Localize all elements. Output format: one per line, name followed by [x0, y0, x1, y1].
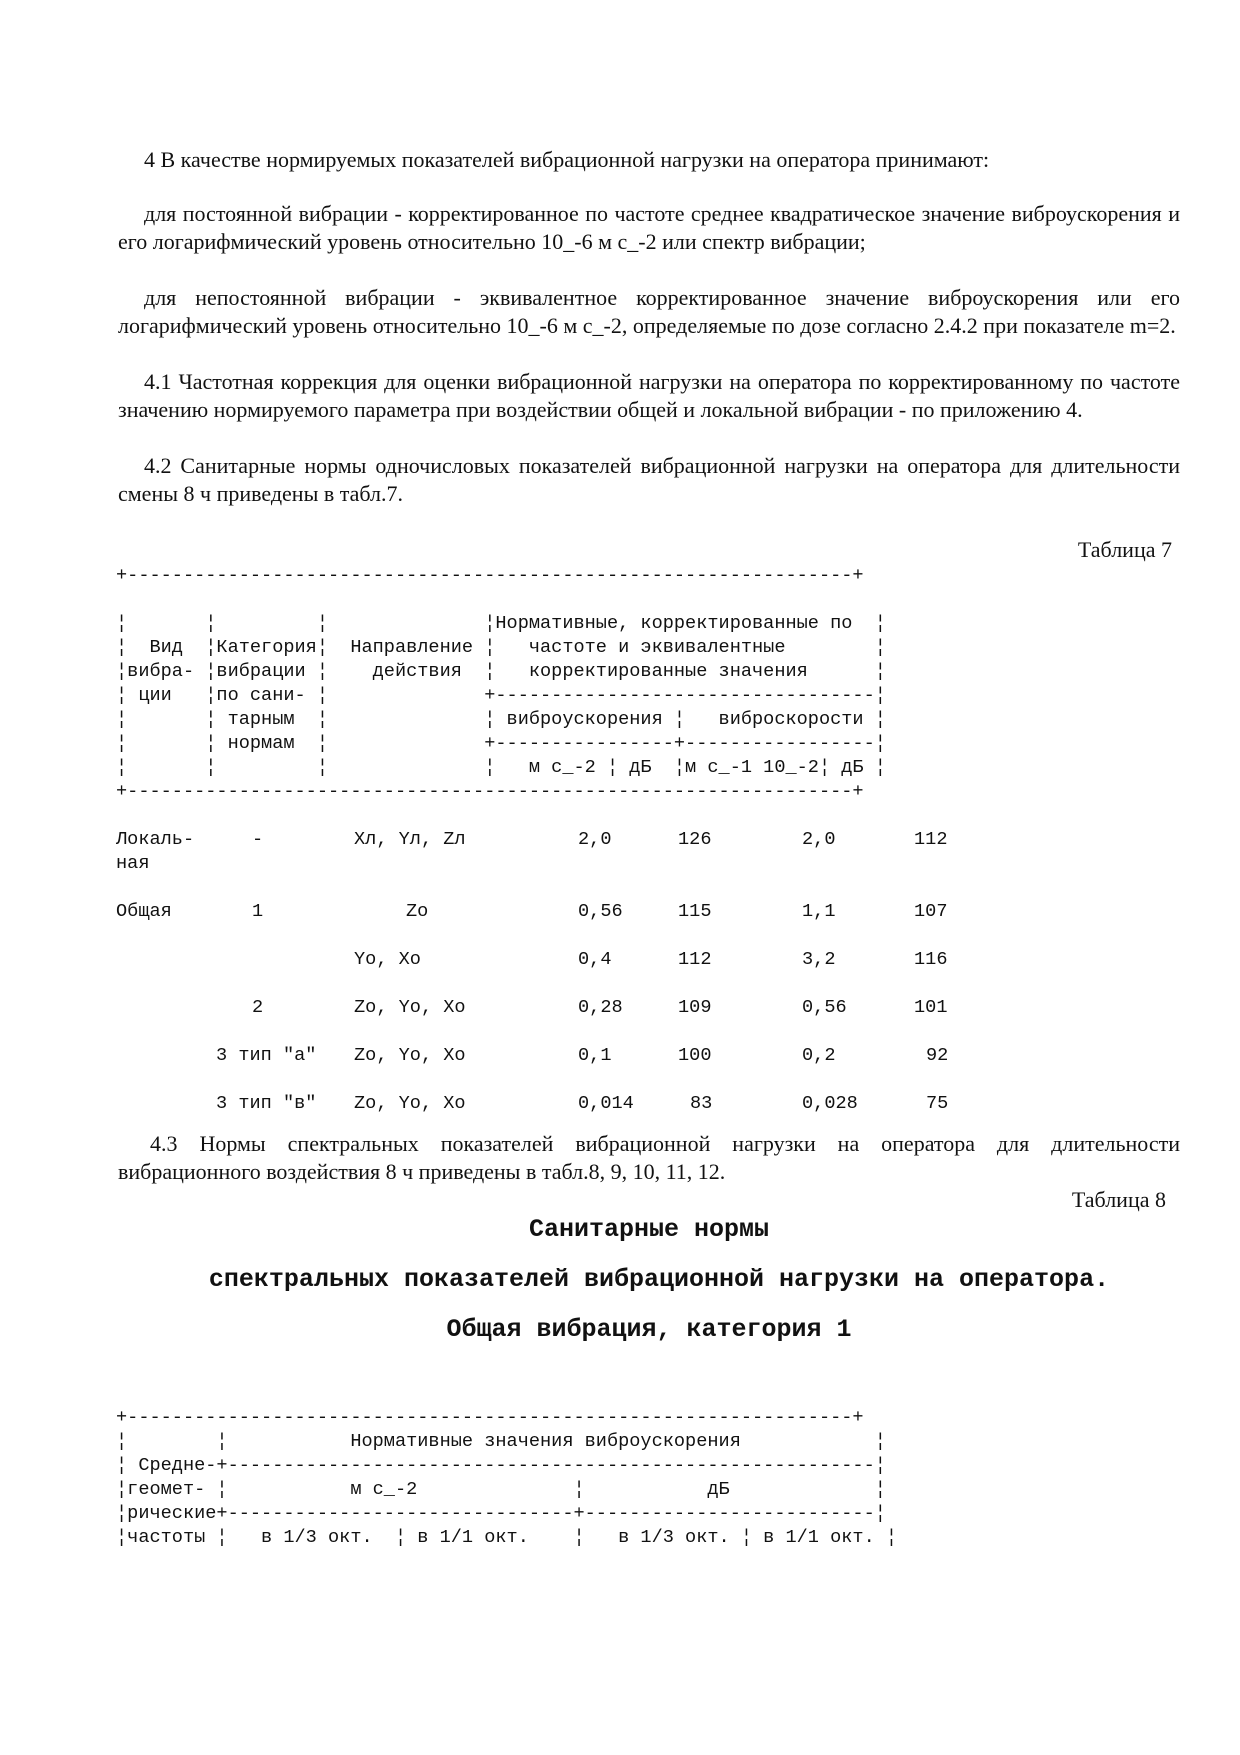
table-row: [116, 948, 1180, 972]
cell-velocity: 0,2: [802, 1045, 836, 1066]
cell-accel: 0,1: [578, 1045, 612, 1066]
cell-velocity-db: 92: [926, 1045, 949, 1066]
table-row: [116, 924, 1180, 948]
table-row: [116, 996, 1180, 1020]
cell-category: 3 тип "в": [216, 1093, 317, 1114]
paragraph-4: 4 В качестве нормируемых показателей вибрационной нагрузки на оператора принимают:: [144, 147, 990, 172]
cell-accel: 0,4: [578, 949, 612, 970]
table7-header: +-----------------------------------------------------------------+ ¦ ¦ ¦ ¦Нормативные, корректированные по ¦ ¦ Вид ¦Категория¦ Направление ¦ частоте и эквивалентные ¦ ¦вибра- ¦вибрации ¦ действия ¦ корректированные значения ¦ ¦ ции ¦по сани- ¦ +----------------------------------¦ ¦ ¦ тарным ¦ ¦ виброускорения ¦ виброскорости ¦ ¦ ¦ нормам ¦ +----------------+-----------------¦ ¦ ¦ ¦ ¦ м с_-2 ¦ дБ ¦м с_-1 10_-2¦ дБ ¦ +-----------------------------------------------------------------+: [116, 565, 886, 802]
cell-category: -: [252, 829, 264, 850]
table7-caption: Таблица 7: [1077, 537, 1172, 562]
cell-direction: Хл, Yл, Zл: [354, 829, 466, 850]
table-row: [116, 1020, 1180, 1044]
cell-velocity: 0,56: [802, 997, 847, 1018]
document-page: [118, 146, 1180, 1550]
table-row: [116, 1044, 1180, 1068]
table8: [116, 1406, 1180, 1550]
table-row: [116, 876, 1180, 900]
paragraph-nonconstant-vibration: для непостоянной вибрации - эквивалентное корректированное значение виброускорения или его логарифмический уровень относительно 10_-6 м с_-2, определяемые по дозе согласно 2.4.2 при показателе m=2.: [118, 285, 1180, 338]
cell-accel: 0,56: [578, 901, 623, 922]
table-row: [116, 852, 1180, 876]
table-row: [116, 1068, 1180, 1092]
cell-category: 3 тип "а": [216, 1045, 317, 1066]
table-row: [116, 828, 1180, 852]
cell-accel-db: 109: [678, 997, 712, 1018]
cell-velocity: 0,028: [802, 1093, 858, 1114]
cell-velocity-db: 116: [914, 949, 948, 970]
cell-category: 2: [252, 997, 264, 1018]
cell-category: 1: [252, 901, 264, 922]
table-row: [116, 1092, 1180, 1116]
cell-accel-db: 83: [690, 1093, 713, 1114]
table8-title: Санитарные нормы: [528, 1215, 770, 1244]
cell-direction: Zо, Yо, Хо: [354, 1045, 466, 1066]
paragraph-4-3: 4.3 Нормы спектральных показателей вибрационной нагрузки на оператора для длительности вибрационного воздействия 8 ч приведены в табл.8, 9, 10, 11, 12.: [118, 1131, 1180, 1184]
cell-accel-db: 100: [678, 1045, 712, 1066]
cell-accel: 2,0: [578, 829, 612, 850]
table7: [116, 564, 1180, 1116]
table8-caption: Таблица 8: [1071, 1187, 1166, 1212]
table8-subtitle: спектральных показателей вибрационной нагрузки на оператора.: [208, 1265, 1110, 1294]
cell-direction: Zо, Yо, Хо: [354, 997, 466, 1018]
cell-accel-db: 126: [678, 829, 712, 850]
cell-accel: 0,28: [578, 997, 623, 1018]
cell-vid: ная: [116, 853, 150, 874]
cell-direction: Yо, Хо: [354, 949, 421, 970]
cell-velocity: 2,0: [802, 829, 836, 850]
table8-header: +-----------------------------------------------------------------+ ¦ ¦ Нормативные значения виброускорения ¦ ¦ Средне-+----------------------------------------------------------¦ ¦геомет- ¦ м с_-2 ¦ дБ ¦ ¦рические+-------------------------------+--------------------------¦ ¦частоты ¦ в 1/3 окт. ¦ в 1/1 окт. ¦ в 1/3 окт. ¦ в 1/1 окт. ¦: [116, 1407, 898, 1548]
table7-body: [116, 828, 1180, 1116]
paragraph-4-1: 4.1 Частотная коррекция для оценки вибрационной нагрузки на оператора по корректированному по частоте значению нормируемого параметра при воздействии общей и локальной вибрации - по приложению 4.: [118, 369, 1180, 422]
cell-accel-db: 115: [678, 901, 712, 922]
cell-accel-db: 112: [678, 949, 712, 970]
cell-vid: Локаль-: [116, 829, 195, 850]
cell-accel: 0,014: [578, 1093, 634, 1114]
cell-velocity: 1,1: [802, 901, 836, 922]
paragraph-constant-vibration: для постоянной вибрации - корректированное по частоте среднее квадратическое значение виброускорения и его логарифмический уровень относительно 10_-6 м с_-2 или спектр вибрации;: [118, 201, 1180, 254]
paragraph-4-2: 4.2 Санитарные нормы одночисловых показателей вибрационной нагрузки на оператора для длительности смены 8 ч приведены в табл.7.: [118, 453, 1180, 506]
cell-direction: Zо: [406, 901, 429, 922]
cell-direction: Zо, Yо, Хо: [354, 1093, 466, 1114]
cell-velocity: 3,2: [802, 949, 836, 970]
table-row: [116, 972, 1180, 996]
cell-velocity-db: 112: [914, 829, 948, 850]
table8-category-heading: Общая вибрация, категория 1: [446, 1315, 852, 1344]
cell-velocity-db: 101: [914, 997, 948, 1018]
table-row: [116, 900, 1180, 924]
cell-vid: Общая: [116, 901, 172, 922]
cell-velocity-db: 75: [926, 1093, 949, 1114]
cell-velocity-db: 107: [914, 901, 948, 922]
